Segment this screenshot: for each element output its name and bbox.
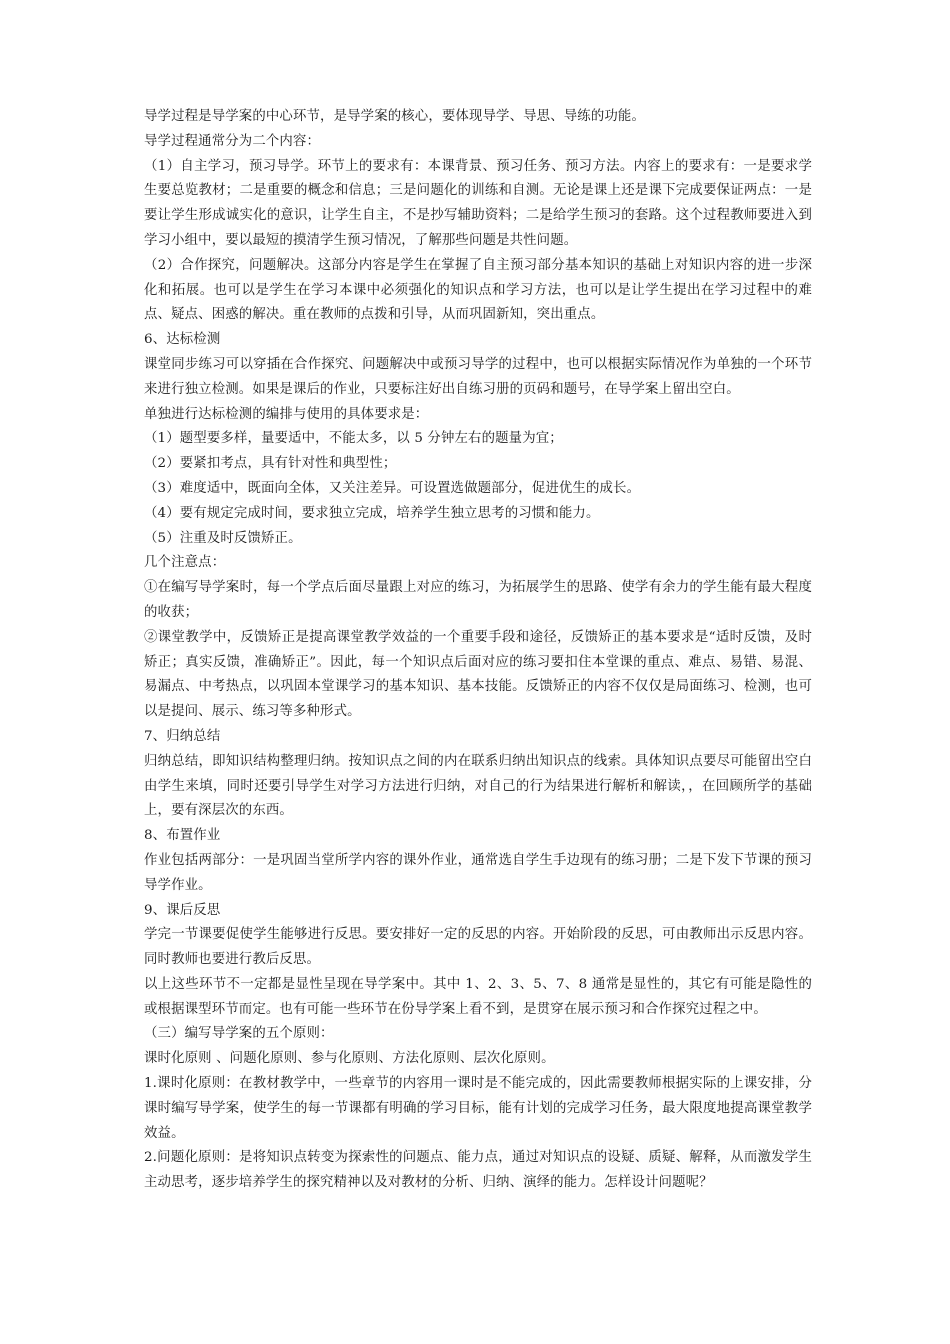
list-item-requirement-5: （5）注重及时反馈矫正。 [144,530,302,546]
section-heading-9: 9、课后反思 [144,902,221,918]
paragraph-steps-note: 以上这些环节不一定都是显性呈现在导学案中。其中 1、2、3、5、7、8 通常是显性的，其它有可能是隐性的或根据课型环节而定。也有可能一些环节在份导学案上看不到，是贯穿在展示预习和合作探究过程之中。 [144,976,812,1017]
paragraph-process-parts: 导学过程通常分为二个内容： [144,133,321,149]
list-item-requirement-1: （1）题型要多样，量要适中，不能太多，以 5 分钟左右的题量为宜； [144,431,563,447]
section-heading-6: 6、达标检测 [144,332,221,348]
section-heading-principles: （三）编写导学案的五个原则： [144,1026,334,1042]
note-item-2: ②课堂教学中，反馈矫正是提高课堂教学效益的一个重要手段和途径，反馈矫正的基本要求是“适时反馈，及时矫正；真实反馈，准确矫正”。因此，每一个知识点后面对应的练习要扣住本堂课的重点、难点、易错、易混、易漏点、中考热点，以巩固本堂课学习的基本知识、基本技能。反馈矫正的内容不仅仅是局面练习、检测，也可以是提问、展示、练习等多种形式。 [144,629,812,720]
note-item-1: ①在编写导学案时，每一个学点后面尽量跟上对应的练习，为拓展学生的思路、使学有余力的学生能有最大程度的收获； [144,580,812,620]
paragraph-practice: 课堂同步练习可以穿插在合作探究、问题解决中或预习导学的过程中，也可以根据实际情况作为单独的一个环节来进行独立检测。如果是课后的作业，只要标注好出自练习册的页码和题号，在导学案上留出空白。 [144,356,812,397]
section-heading-7: 7、归纳总结 [144,728,221,744]
paragraph-reflection: 学完一节课要促使学生能够进行反思。要安排好一定的反思的内容。开始阶段的反思，可由教师出示反思内容。同时教师也要进行教后反思。 [144,927,812,968]
list-item-requirement-3: （3）难度适中，既面向全体，又关注差异。可设置选做题部分，促进优生的成长。 [144,480,641,496]
section-heading-8: 8、布置作业 [144,828,221,844]
paragraph-intro: 导学过程是导学案的中心环节，是导学案的核心，要体现导学、导思、导练的功能。 [144,109,646,124]
paragraph-summary: 归纳总结，即知识结构整理归纳。按知识点之间的内在联系归纳出知识点的线索。具体知识点要尽可能留出空白由学生来填，同时还要引导学生对学习方法进行归纳，对自己的行为结果进行解析和解读，，在回顾所学的基础上，要有深层次的东西。 [144,753,812,819]
paragraph-principles-list: 课时化原则 、问题化原则、参与化原则、方法化原则、层次化原则。 [144,1051,555,1067]
paragraph-principle-1: 1.课时化原则：在教材教学中，一些章节的内容用一课时是不能完成的，因此需要教师根据实际的上课安排，分课时编写导学案，使学生的每一节课都有明确的学习目标，能有计划的完成学习任务，最大限度地提高课堂教学效益。 [144,1076,812,1141]
paragraph-self-study: （1）自主学习，预习导学。环节上的要求有：本课背景、预习任务、预习方法。内容上的要求有：一是要求学生要总览教材；二是重要的概念和信息；三是问题化的训练和自测。无论是课上还是课下完成要保证两点：一是要让学生形成诚实化的意识，让学生自主，不是抄写辅助资料；二是给学生预习的套路。这个过程教师要进入到学习小组中，要以最短的摸清学生预习情况，了解那些问题是共性问题。 [144,158,812,248]
paragraph-cooperation: （2）合作探究，问题解决。这部分内容是学生在掌握了自主预习部分基本知识的基础上对知识内容的进一步深化和拓展。也可以是学生在学习本课中必须强化的知识点和学习方法，也可以是让学生提出在学习过程中的难点、疑点、困惑的解决。重在教师的点拨和引导，从而巩固新知，突出重点。 [144,257,812,323]
paragraph-homework: 作业包括两部分：一是巩固当堂所学内容的课外作业，通常选自学生手边现有的练习册；二是下发下节课的预习导学作业。 [144,852,812,893]
paragraph-requirements-intro: 单独进行达标检测的编排与使用的具体要求是： [144,406,429,422]
list-item-requirement-4: （4）要有规定完成时间，要求独立完成，培养学生独立思考的习惯和能力。 [144,505,600,521]
notes-heading: 几个注意点： [144,555,226,571]
paragraph-principle-2: 2.问题化原则：是将知识点转变为探索性的问题点、能力点，通过对知识点的设疑、质疑、解释，从而激发学生主动思考，逐步培养学生的探究精神以及对教材的分析、归纳、演绎的能力。怎样设计问题呢？ [144,1150,812,1191]
list-item-requirement-2: （2）要紧扣考点，具有针对性和典型性； [144,456,397,472]
document-body [144,105,812,1196]
